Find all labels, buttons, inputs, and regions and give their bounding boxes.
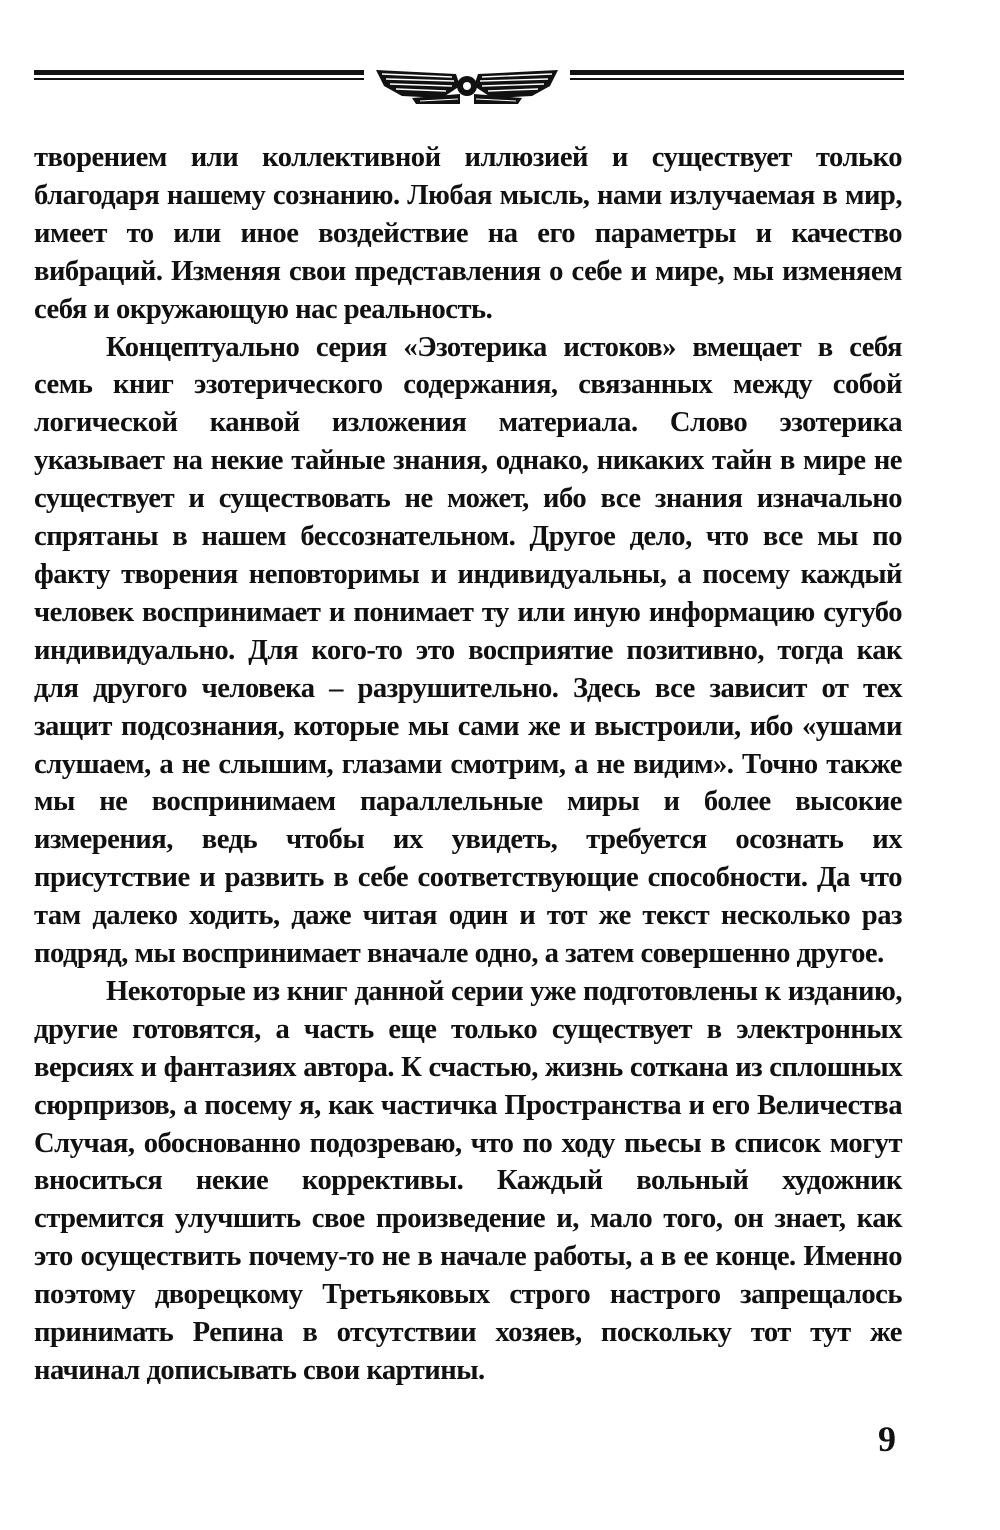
paragraph-1: творением или коллективной иллюзией и существует только благодаря нашему сознанию. Любая мысль, нами излучаемая в мир, имеет то или иное воздействие на его параметры и качество вибраций. Изменяя свои представления о себе и мире, мы изменяем себя и окружающую нас реальность.	[34, 142, 902, 325]
paragraph-3: Некоторые из книг данной серии уже подготовлены к изданию, другие готовятся, а часть еще только существует в электронных версиях и фантазиях автора. К счастью, жизнь соткана из сплошных сюрпризов, а посему я, как частичка Пространства и его Величества Случая, обоснованно подозреваю, что по ходу пьесы в список могут вноситься некие коррективы. Каждый вольный художник стремится улучшить свое произведение и, мало того, он знает, как это осуществить почему-то не в начале работы, а в ее конце. Именно поэтому дворецкому Третьяковых строго настрого запрещалось принимать Репина в отсутствии хозяев, поскольку тот тут же начинал дописывать свои картины.	[34, 975, 902, 1386]
paragraph-2	[34, 329, 902, 973]
header-rule-right	[570, 70, 904, 82]
winged-disk-icon	[372, 64, 562, 108]
header-rule-left	[34, 70, 364, 82]
term-esoterica: эзотерика	[779, 407, 902, 439]
paragraph-2-start: Концептуально серия «Эзотерика истоков» вмещает в себя семь книг эзотерического содержания, связанных между собой логической канвой изложения материала. Слово	[34, 331, 902, 439]
page-number: 9	[878, 1419, 896, 1459]
page-header-ornament	[34, 64, 904, 108]
body-text	[34, 139, 902, 1390]
paragraph-2-rest: указывает на некие тайные знания, однако, никаких тайн в мире не существует и существовать не может, ибо все знания изначально спрятаны в нашем бессознательном. Другое дело, что все мы по факту творения неповторимы и индивидуальны, а посему каждый человек воспринимает и понимает ту или иную информацию сугубо индивидуально. Для кого-то это восприятие позитивно, тогда как для другого человека – разрушительно. Здесь все зависит от тех защит подсознания, которые мы сами же и выстроили, ибо «ушами слушаем, а не слышим, глазами смотрим, а не видим». Точно также мы не воспринимаем параллельные миры и более высокие измерения, ведь чтобы их увидеть, требуется осознать их присутствие и развить в себе соответствующие способности. Да что там далеко ходить, даже читая один и тот же текст несколько раз подряд, мы воспринимает вначале одно, а затем совершенно другое.	[34, 445, 902, 970]
